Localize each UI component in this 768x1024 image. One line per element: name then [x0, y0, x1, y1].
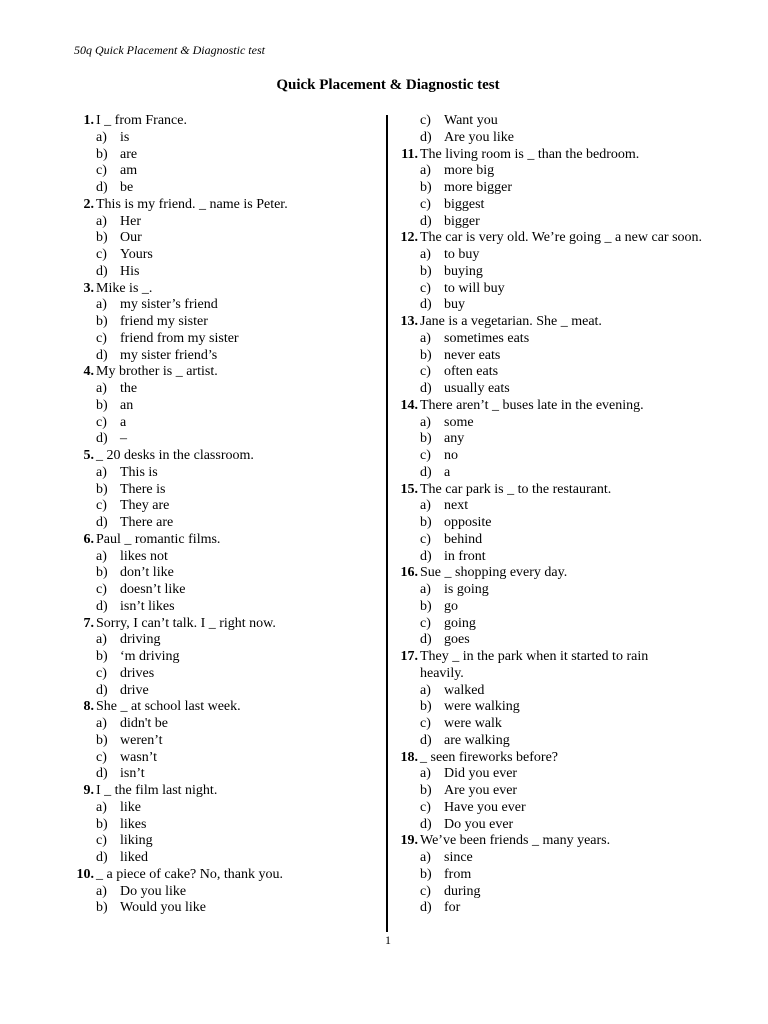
- option-letter: a): [420, 163, 431, 179]
- answer-option: [72, 247, 382, 264]
- question-text: Paul _ romantic films.: [96, 531, 221, 547]
- option-letter: d): [420, 548, 432, 564]
- option-text: ‘m driving: [120, 649, 180, 664]
- question-number: 13.: [400, 314, 418, 329]
- option-text: my sister friend’s: [120, 347, 218, 363]
- option-letter: a): [96, 548, 107, 564]
- answer-option: [396, 783, 756, 800]
- question-continuation: [396, 666, 756, 683]
- option-letter: b): [96, 397, 108, 413]
- question-text: _ a piece of cake? No, thank you.: [96, 866, 283, 882]
- question-text-continued: heavily.: [420, 665, 464, 681]
- option-text: doesn’t like: [120, 582, 186, 597]
- option-text: Yours: [120, 247, 153, 262]
- question-text: They _ in the park when it started to rain: [420, 649, 649, 664]
- answer-option: [72, 381, 382, 398]
- question-stem: [72, 783, 382, 800]
- answer-option: [396, 549, 756, 566]
- answer-option: [396, 130, 756, 147]
- option-letter: c): [96, 665, 107, 681]
- question-text: Sue _ shopping every day.: [420, 565, 568, 581]
- option-letter: c): [96, 582, 107, 597]
- answer-option: [72, 498, 382, 515]
- option-letter: b): [420, 180, 432, 195]
- option-letter: a): [96, 716, 107, 731]
- answer-option: [72, 465, 382, 482]
- question-stem: [72, 616, 382, 633]
- answer-option: [396, 381, 756, 398]
- option-letter: d): [420, 632, 432, 648]
- answer-option: [72, 582, 382, 599]
- answer-option: [396, 800, 756, 817]
- option-letter: d): [420, 297, 432, 313]
- question-stem: [72, 364, 382, 381]
- question-text: I _ from France.: [96, 113, 187, 128]
- option-letter: b): [420, 598, 432, 614]
- question-text: Jane is a vegetarian. She _ meat.: [420, 314, 602, 329]
- option-letter: d): [420, 900, 432, 916]
- option-text: Our: [120, 230, 142, 246]
- option-text: since: [444, 850, 473, 865]
- option-letter: b): [96, 314, 108, 329]
- answer-option: [396, 163, 756, 180]
- option-letter: b): [420, 263, 432, 279]
- option-text: more bigger: [444, 180, 513, 195]
- answer-option: [396, 884, 756, 901]
- option-text: from: [444, 866, 472, 882]
- answer-option: [72, 666, 382, 683]
- option-letter: a): [420, 582, 431, 597]
- option-letter: b): [420, 866, 432, 882]
- option-text: is going: [444, 582, 489, 597]
- option-letter: c): [96, 498, 107, 514]
- option-letter: a): [96, 632, 107, 648]
- option-text: Do you ever: [444, 816, 514, 832]
- answer-option: [396, 817, 756, 834]
- answer-option: [396, 281, 756, 298]
- answer-option: [72, 163, 382, 180]
- answer-option: [396, 264, 756, 281]
- question-stem: [72, 281, 382, 298]
- option-letter: b): [96, 649, 108, 664]
- option-text: like: [120, 799, 141, 815]
- option-text: biggest: [444, 196, 485, 212]
- option-letter: c): [96, 247, 107, 262]
- question-text: We’ve been friends _ many years.: [420, 833, 611, 849]
- answer-option: [396, 582, 756, 599]
- answer-option: [396, 498, 756, 515]
- option-text: to buy: [444, 247, 480, 262]
- option-text: during: [444, 883, 481, 899]
- answer-option: [72, 180, 382, 197]
- option-text: a: [120, 414, 127, 430]
- page-title: Quick Placement & Diagnostic test: [276, 77, 500, 93]
- option-text: the: [120, 381, 138, 396]
- option-letter: a): [420, 330, 431, 346]
- question-number: 8.: [83, 699, 94, 715]
- answer-option: [72, 147, 382, 164]
- option-letter: c): [96, 833, 107, 849]
- option-letter: d): [96, 347, 108, 363]
- option-letter: c): [96, 330, 107, 346]
- option-letter: c): [420, 364, 431, 380]
- option-text: liking: [120, 833, 153, 849]
- answer-option: [396, 632, 756, 649]
- answer-option: [72, 565, 382, 582]
- answer-option: [72, 331, 382, 348]
- option-letter: d): [96, 180, 108, 195]
- option-text: were walk: [444, 716, 502, 731]
- question-stem: [396, 833, 756, 850]
- option-text: a: [444, 464, 451, 480]
- option-letter: d): [96, 766, 108, 782]
- option-letter: d): [96, 515, 108, 530]
- option-text: buying: [444, 263, 483, 279]
- option-letter: d): [420, 464, 432, 480]
- option-text: wasn’t: [120, 749, 158, 765]
- question-stem: [396, 565, 756, 582]
- option-letter: b): [96, 146, 108, 162]
- answer-option: [72, 800, 382, 817]
- option-letter: a): [96, 799, 107, 815]
- option-letter: c): [420, 716, 431, 731]
- question-text: The car is very old. We’re going _ a new car soon.: [420, 230, 703, 246]
- question-number: 18.: [400, 749, 418, 765]
- option-text: His: [120, 263, 140, 279]
- question-number: 15.: [400, 481, 418, 497]
- option-letter: b): [96, 565, 108, 581]
- option-text: driving: [120, 632, 161, 648]
- answer-option: [72, 415, 382, 432]
- option-text: go: [444, 598, 458, 614]
- option-letter: b): [96, 481, 108, 497]
- answer-option: [396, 331, 756, 348]
- question-text: I _ the film last night.: [96, 783, 218, 798]
- question-number: 19.: [400, 833, 418, 849]
- option-letter: a): [420, 850, 431, 865]
- option-text: for: [444, 900, 461, 916]
- option-letter: d): [96, 598, 108, 614]
- running-header: 50q Quick Placement & Diagnostic test: [74, 43, 265, 57]
- option-text: bigger: [444, 213, 480, 229]
- option-letter: b): [420, 515, 432, 530]
- answer-option: [396, 515, 756, 532]
- question-stem: [396, 147, 756, 164]
- option-text: drives: [120, 665, 155, 681]
- answer-option: [72, 884, 382, 901]
- question-text: The living room is _ than the bedroom.: [420, 146, 640, 162]
- answer-option: [72, 297, 382, 314]
- question-text: My brother is _ artist.: [96, 364, 218, 380]
- question-number: 10.: [76, 866, 94, 882]
- answer-option: [72, 515, 382, 532]
- answer-option: [396, 348, 756, 365]
- option-letter: c): [96, 749, 107, 765]
- question-stem: [72, 867, 382, 884]
- answer-option: [72, 214, 382, 231]
- question-number: 4.: [83, 364, 94, 380]
- answer-option: [72, 766, 382, 783]
- option-letter: d): [96, 431, 108, 447]
- option-text: drive: [120, 682, 149, 698]
- option-text: isn’t likes: [120, 598, 175, 614]
- answer-option: [72, 431, 382, 448]
- option-letter: a): [420, 247, 431, 262]
- question-text: Mike is _.: [96, 280, 153, 296]
- answer-option: [396, 465, 756, 482]
- question-text: The car park is _ to the restaurant.: [420, 481, 612, 497]
- question-number: 1.: [83, 113, 94, 128]
- option-text: don’t like: [120, 565, 174, 581]
- answer-option: [72, 599, 382, 616]
- option-text: friend from my sister: [120, 330, 239, 346]
- option-text: behind: [444, 531, 483, 547]
- answer-option: [72, 833, 382, 850]
- question-number: 9.: [83, 783, 94, 798]
- option-letter: a): [420, 414, 431, 430]
- option-text: my sister’s friend: [120, 297, 218, 313]
- option-text: Her: [120, 213, 141, 229]
- option-letter: c): [420, 799, 431, 815]
- option-text: are walking: [444, 732, 510, 748]
- option-letter: b): [420, 699, 432, 715]
- option-text: more big: [444, 163, 495, 179]
- question-stem: [396, 649, 756, 666]
- question-stem: [72, 699, 382, 716]
- question-number: 6.: [83, 531, 94, 547]
- answer-option: [72, 850, 382, 867]
- question-stem: [396, 314, 756, 331]
- answer-option: [72, 398, 382, 415]
- answer-option: [396, 448, 756, 465]
- option-letter: c): [420, 113, 431, 128]
- option-letter: d): [96, 682, 108, 698]
- answer-option: [72, 817, 382, 834]
- option-text: There is: [120, 481, 166, 497]
- option-letter: b): [96, 230, 108, 246]
- option-letter: b): [420, 347, 432, 363]
- question-stem: [396, 398, 756, 415]
- option-text: Do you like: [120, 883, 187, 899]
- option-text: be: [120, 180, 134, 195]
- option-text: likes: [120, 816, 147, 832]
- option-letter: c): [420, 448, 431, 463]
- answer-option: [72, 264, 382, 281]
- option-text: weren’t: [120, 732, 163, 748]
- option-letter: c): [420, 615, 431, 631]
- question-number: 17.: [400, 649, 418, 664]
- question-number: 16.: [400, 565, 418, 581]
- option-letter: c): [420, 196, 431, 212]
- question-stem: [72, 197, 382, 214]
- answer-option: [72, 900, 382, 917]
- option-text: Would you like: [120, 900, 206, 916]
- option-letter: a): [96, 883, 107, 899]
- question-stem: [396, 230, 756, 247]
- answer-option: [396, 716, 756, 733]
- answer-option: [396, 683, 756, 700]
- answer-option: [396, 113, 756, 130]
- answer-option: [396, 297, 756, 314]
- option-letter: a): [96, 129, 107, 145]
- option-text: liked: [120, 850, 148, 865]
- option-text: am: [120, 163, 138, 179]
- option-letter: d): [420, 816, 432, 832]
- question-text: She _ at school last week.: [96, 699, 241, 715]
- option-letter: d): [420, 129, 432, 145]
- option-letter: b): [96, 816, 108, 832]
- answer-option: [72, 348, 382, 365]
- question-stem: [72, 113, 382, 130]
- answer-option: [72, 482, 382, 499]
- option-letter: c): [96, 414, 107, 430]
- answer-option: [72, 750, 382, 767]
- option-text: friend my sister: [120, 314, 208, 329]
- option-text: –: [120, 431, 127, 447]
- option-letter: a): [96, 297, 107, 313]
- option-letter: c): [420, 280, 431, 296]
- answer-option: [72, 230, 382, 247]
- option-text: any: [444, 431, 465, 447]
- option-text: They are: [120, 498, 170, 514]
- question-text: This is my friend. _ name is Peter.: [96, 196, 288, 212]
- question-stem: [72, 532, 382, 549]
- right-column: [396, 113, 756, 917]
- question-number: 3.: [83, 280, 94, 296]
- option-letter: b): [96, 732, 108, 748]
- column-divider: [386, 115, 388, 932]
- option-text: no: [444, 448, 458, 463]
- option-letter: c): [96, 163, 107, 179]
- answer-option: [396, 214, 756, 231]
- page-number: 1: [385, 933, 391, 947]
- option-letter: b): [96, 900, 108, 916]
- option-letter: a): [420, 682, 431, 698]
- question-stem: [396, 750, 756, 767]
- option-letter: a): [96, 381, 107, 396]
- answer-option: [396, 180, 756, 197]
- answer-option: [396, 197, 756, 214]
- question-number: 11.: [401, 146, 418, 162]
- option-letter: a): [96, 213, 107, 229]
- option-text: some: [444, 414, 474, 430]
- option-letter: d): [420, 381, 432, 396]
- answer-option: [396, 415, 756, 432]
- option-text: in front: [444, 548, 486, 564]
- option-letter: c): [420, 883, 431, 899]
- answer-option: [72, 130, 382, 147]
- question-number: 2.: [83, 196, 94, 212]
- option-text: Are you ever: [444, 783, 518, 798]
- option-text: walked: [444, 682, 485, 698]
- option-text: to will buy: [444, 280, 505, 296]
- question-text: Sorry, I can’t talk. I _ right now.: [96, 615, 276, 631]
- answer-option: [72, 716, 382, 733]
- option-text: Did you ever: [444, 766, 518, 782]
- option-text: likes not: [120, 548, 168, 564]
- option-text: There are: [120, 515, 174, 530]
- option-text: opposite: [444, 515, 492, 530]
- option-text: didn't be: [120, 716, 169, 731]
- answer-option: [72, 683, 382, 700]
- option-text: are: [120, 146, 138, 162]
- option-text: Are you like: [444, 129, 514, 145]
- option-text: going: [444, 615, 476, 631]
- option-letter: b): [420, 783, 432, 798]
- option-letter: d): [96, 263, 108, 279]
- left-column: [72, 113, 382, 917]
- option-letter: d): [420, 732, 432, 748]
- option-letter: a): [420, 766, 431, 782]
- answer-option: [396, 850, 756, 867]
- answer-option: [396, 867, 756, 884]
- answer-option: [396, 364, 756, 381]
- option-text: next: [444, 498, 469, 514]
- answer-option: [396, 733, 756, 750]
- question-text: _ seen fireworks before?: [420, 749, 558, 765]
- answer-option: [396, 247, 756, 264]
- question-number: 12.: [400, 230, 418, 246]
- answer-option: [396, 616, 756, 633]
- option-text: were walking: [444, 699, 520, 715]
- option-text: sometimes eats: [444, 330, 530, 346]
- question-text: _ 20 desks in the classroom.: [96, 448, 254, 463]
- option-letter: d): [420, 213, 432, 229]
- answer-option: [396, 699, 756, 716]
- question-number: 5.: [83, 448, 94, 463]
- answer-option: [396, 599, 756, 616]
- question-number: 14.: [400, 397, 418, 413]
- question-number: 7.: [83, 615, 94, 631]
- option-text: often eats: [444, 364, 499, 380]
- question-stem: [396, 482, 756, 499]
- option-text: buy: [444, 297, 465, 313]
- option-text: Have you ever: [444, 799, 526, 815]
- option-letter: a): [96, 464, 107, 480]
- answer-option: [396, 766, 756, 783]
- option-text: usually eats: [444, 381, 510, 396]
- answer-option: [396, 900, 756, 917]
- option-text: goes: [444, 632, 470, 648]
- question-text: There aren’t _ buses late in the evening.: [420, 397, 644, 413]
- option-letter: b): [420, 431, 432, 447]
- answer-option: [72, 649, 382, 666]
- option-letter: d): [96, 850, 108, 865]
- option-text: an: [120, 397, 134, 413]
- option-letter: c): [420, 531, 431, 547]
- answer-option: [396, 532, 756, 549]
- answer-option: [396, 431, 756, 448]
- answer-option: [72, 733, 382, 750]
- answer-option: [72, 632, 382, 649]
- answer-option: [72, 314, 382, 331]
- option-text: isn’t: [120, 766, 145, 782]
- option-text: Want you: [444, 113, 498, 128]
- option-text: is: [120, 129, 130, 145]
- question-stem: [72, 448, 382, 465]
- option-text: never eats: [444, 347, 501, 363]
- option-text: This is: [120, 464, 158, 480]
- answer-option: [72, 549, 382, 566]
- option-letter: a): [420, 498, 431, 514]
